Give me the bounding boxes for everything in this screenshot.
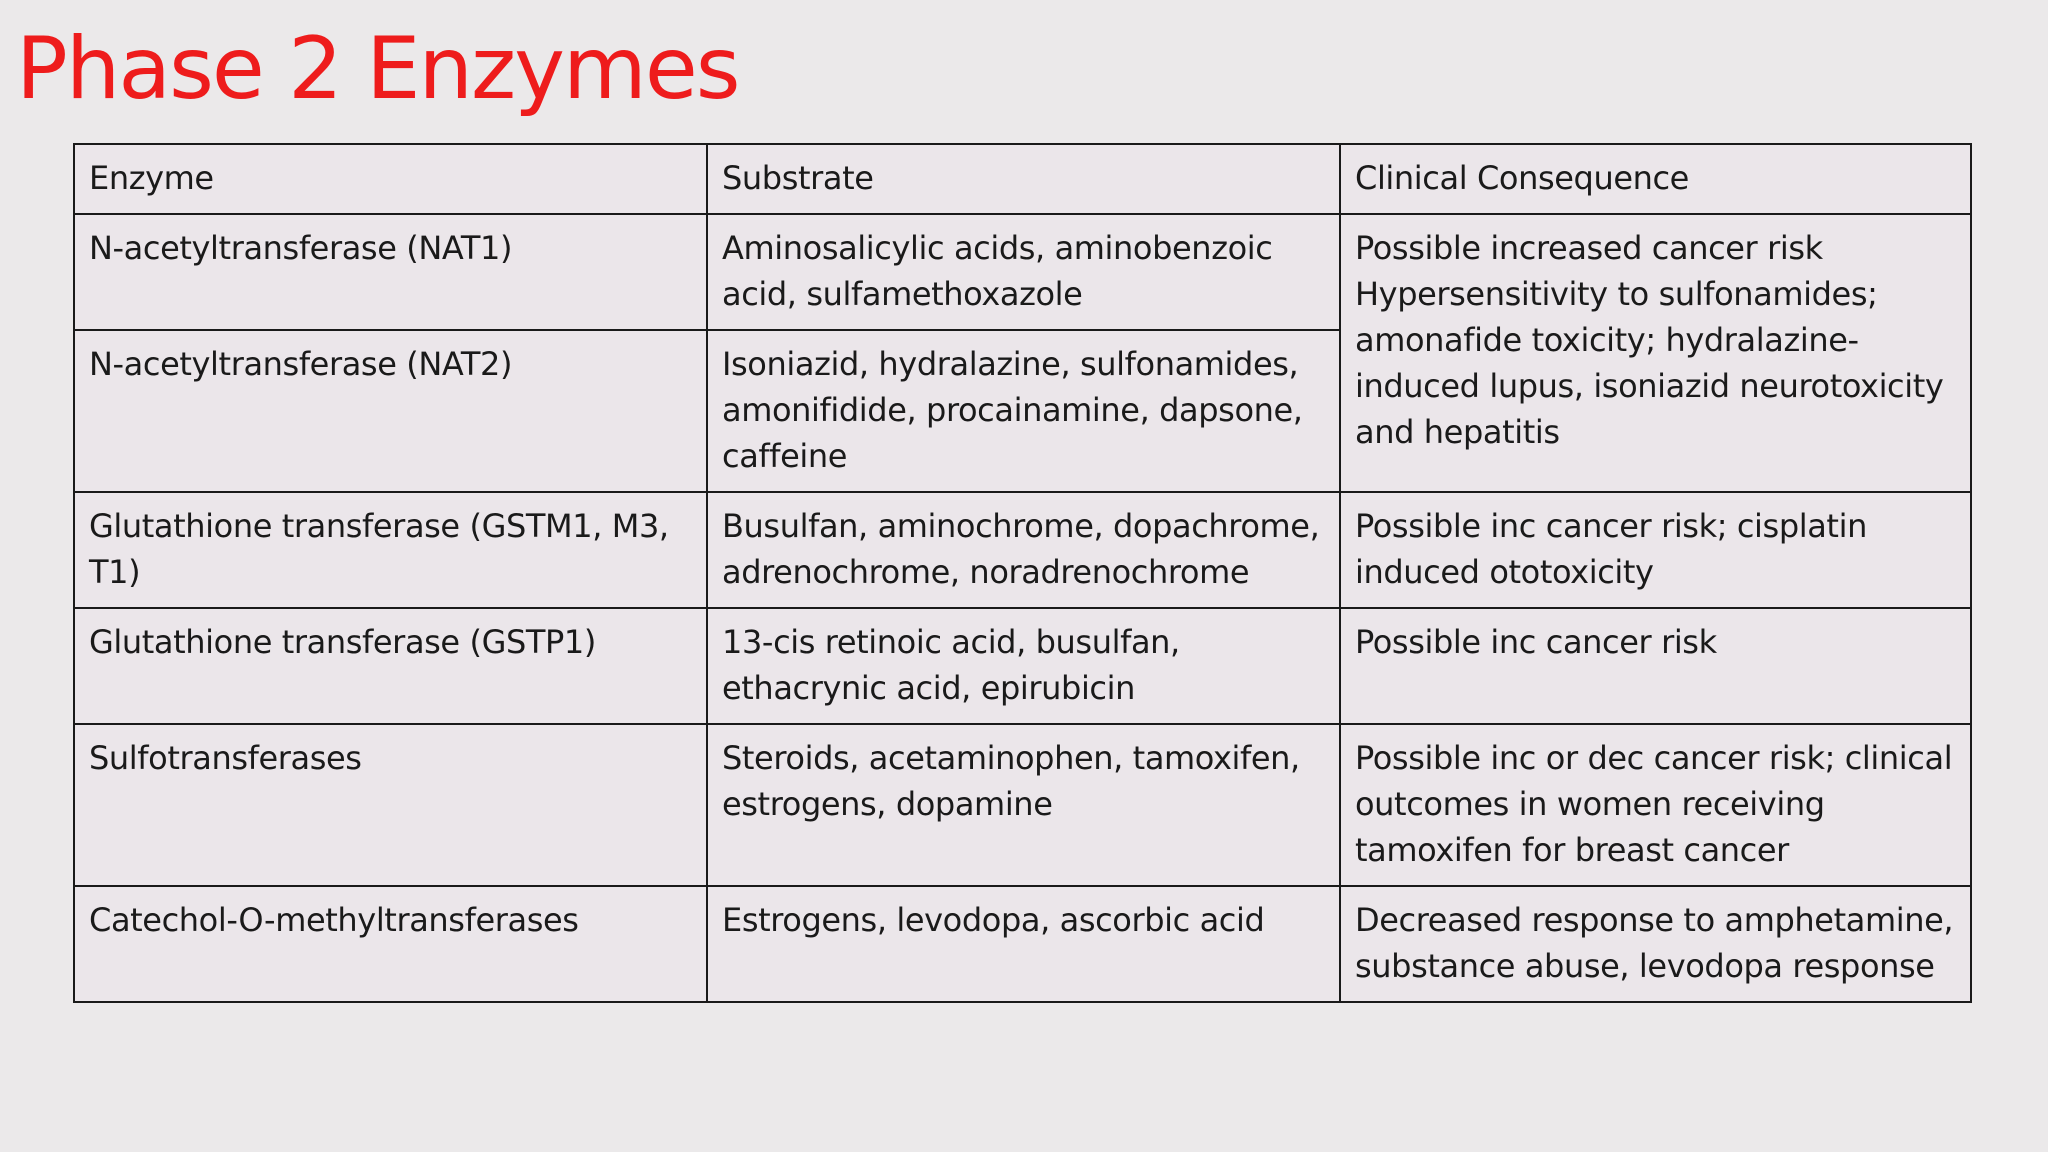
enzyme-table — [73, 143, 1972, 1003]
header-enzyme: Enzyme — [74, 144, 707, 214]
cell-enzyme: N-acetyltransferase (NAT2) — [74, 330, 707, 492]
cell-enzyme: Catechol-O-methyltransferases — [74, 886, 707, 1002]
cell-clinical-consequence: Possible inc or dec cancer risk; clinical outcomes in women receiving tamoxifen for breast cancer — [1340, 724, 1971, 886]
cell-substrate: Estrogens, levodopa, ascorbic acid — [707, 886, 1340, 1002]
header-substrate: Substrate — [707, 144, 1340, 214]
table-row — [74, 214, 1971, 330]
header-clinical-consequence: Clinical Consequence — [1340, 144, 1971, 214]
table-header-row — [74, 144, 1971, 214]
cell-clinical-consequence: Decreased response to amphetamine, substance abuse, levodopa response — [1340, 886, 1971, 1002]
cell-enzyme: Sulfotransferases — [74, 724, 707, 886]
cell-enzyme: Glutathione transferase (GSTP1) — [74, 608, 707, 724]
table-row — [74, 724, 1971, 886]
table-row — [74, 608, 1971, 724]
table-row — [74, 886, 1971, 1002]
cell-substrate: Steroids, acetaminophen, tamoxifen, estrogens, dopamine — [707, 724, 1340, 886]
cell-substrate: Isoniazid, hydralazine, sulfonamides, amonifidide, procainamine, dapsone, caffeine — [707, 330, 1340, 492]
table-row — [74, 492, 1971, 608]
cell-substrate: Busulfan, aminochrome, dopachrome, adrenochrome, noradrenochrome — [707, 492, 1340, 608]
cell-substrate: 13-cis retinoic acid, busulfan, ethacrynic acid, epirubicin — [707, 608, 1340, 724]
cell-enzyme: N-acetyltransferase (NAT1) — [74, 214, 707, 330]
cell-clinical-consequence: Possible increased cancer risk Hypersensitivity to sulfonamides; amonafide toxicity; hydralazine-induced lupus, isoniazid neurotoxicity and hepatitis — [1340, 214, 1971, 492]
cell-clinical-consequence: Possible inc cancer risk; cisplatin induced ototoxicity — [1340, 492, 1971, 608]
cell-clinical-consequence: Possible inc cancer risk — [1340, 608, 1971, 724]
cell-enzyme: Glutathione transferase (GSTM1, M3, T1) — [74, 492, 707, 608]
cell-substrate: Aminosalicylic acids, aminobenzoic acid, sulfamethoxazole — [707, 214, 1340, 330]
slide-title: Phase 2 Enzymes — [16, 19, 739, 119]
